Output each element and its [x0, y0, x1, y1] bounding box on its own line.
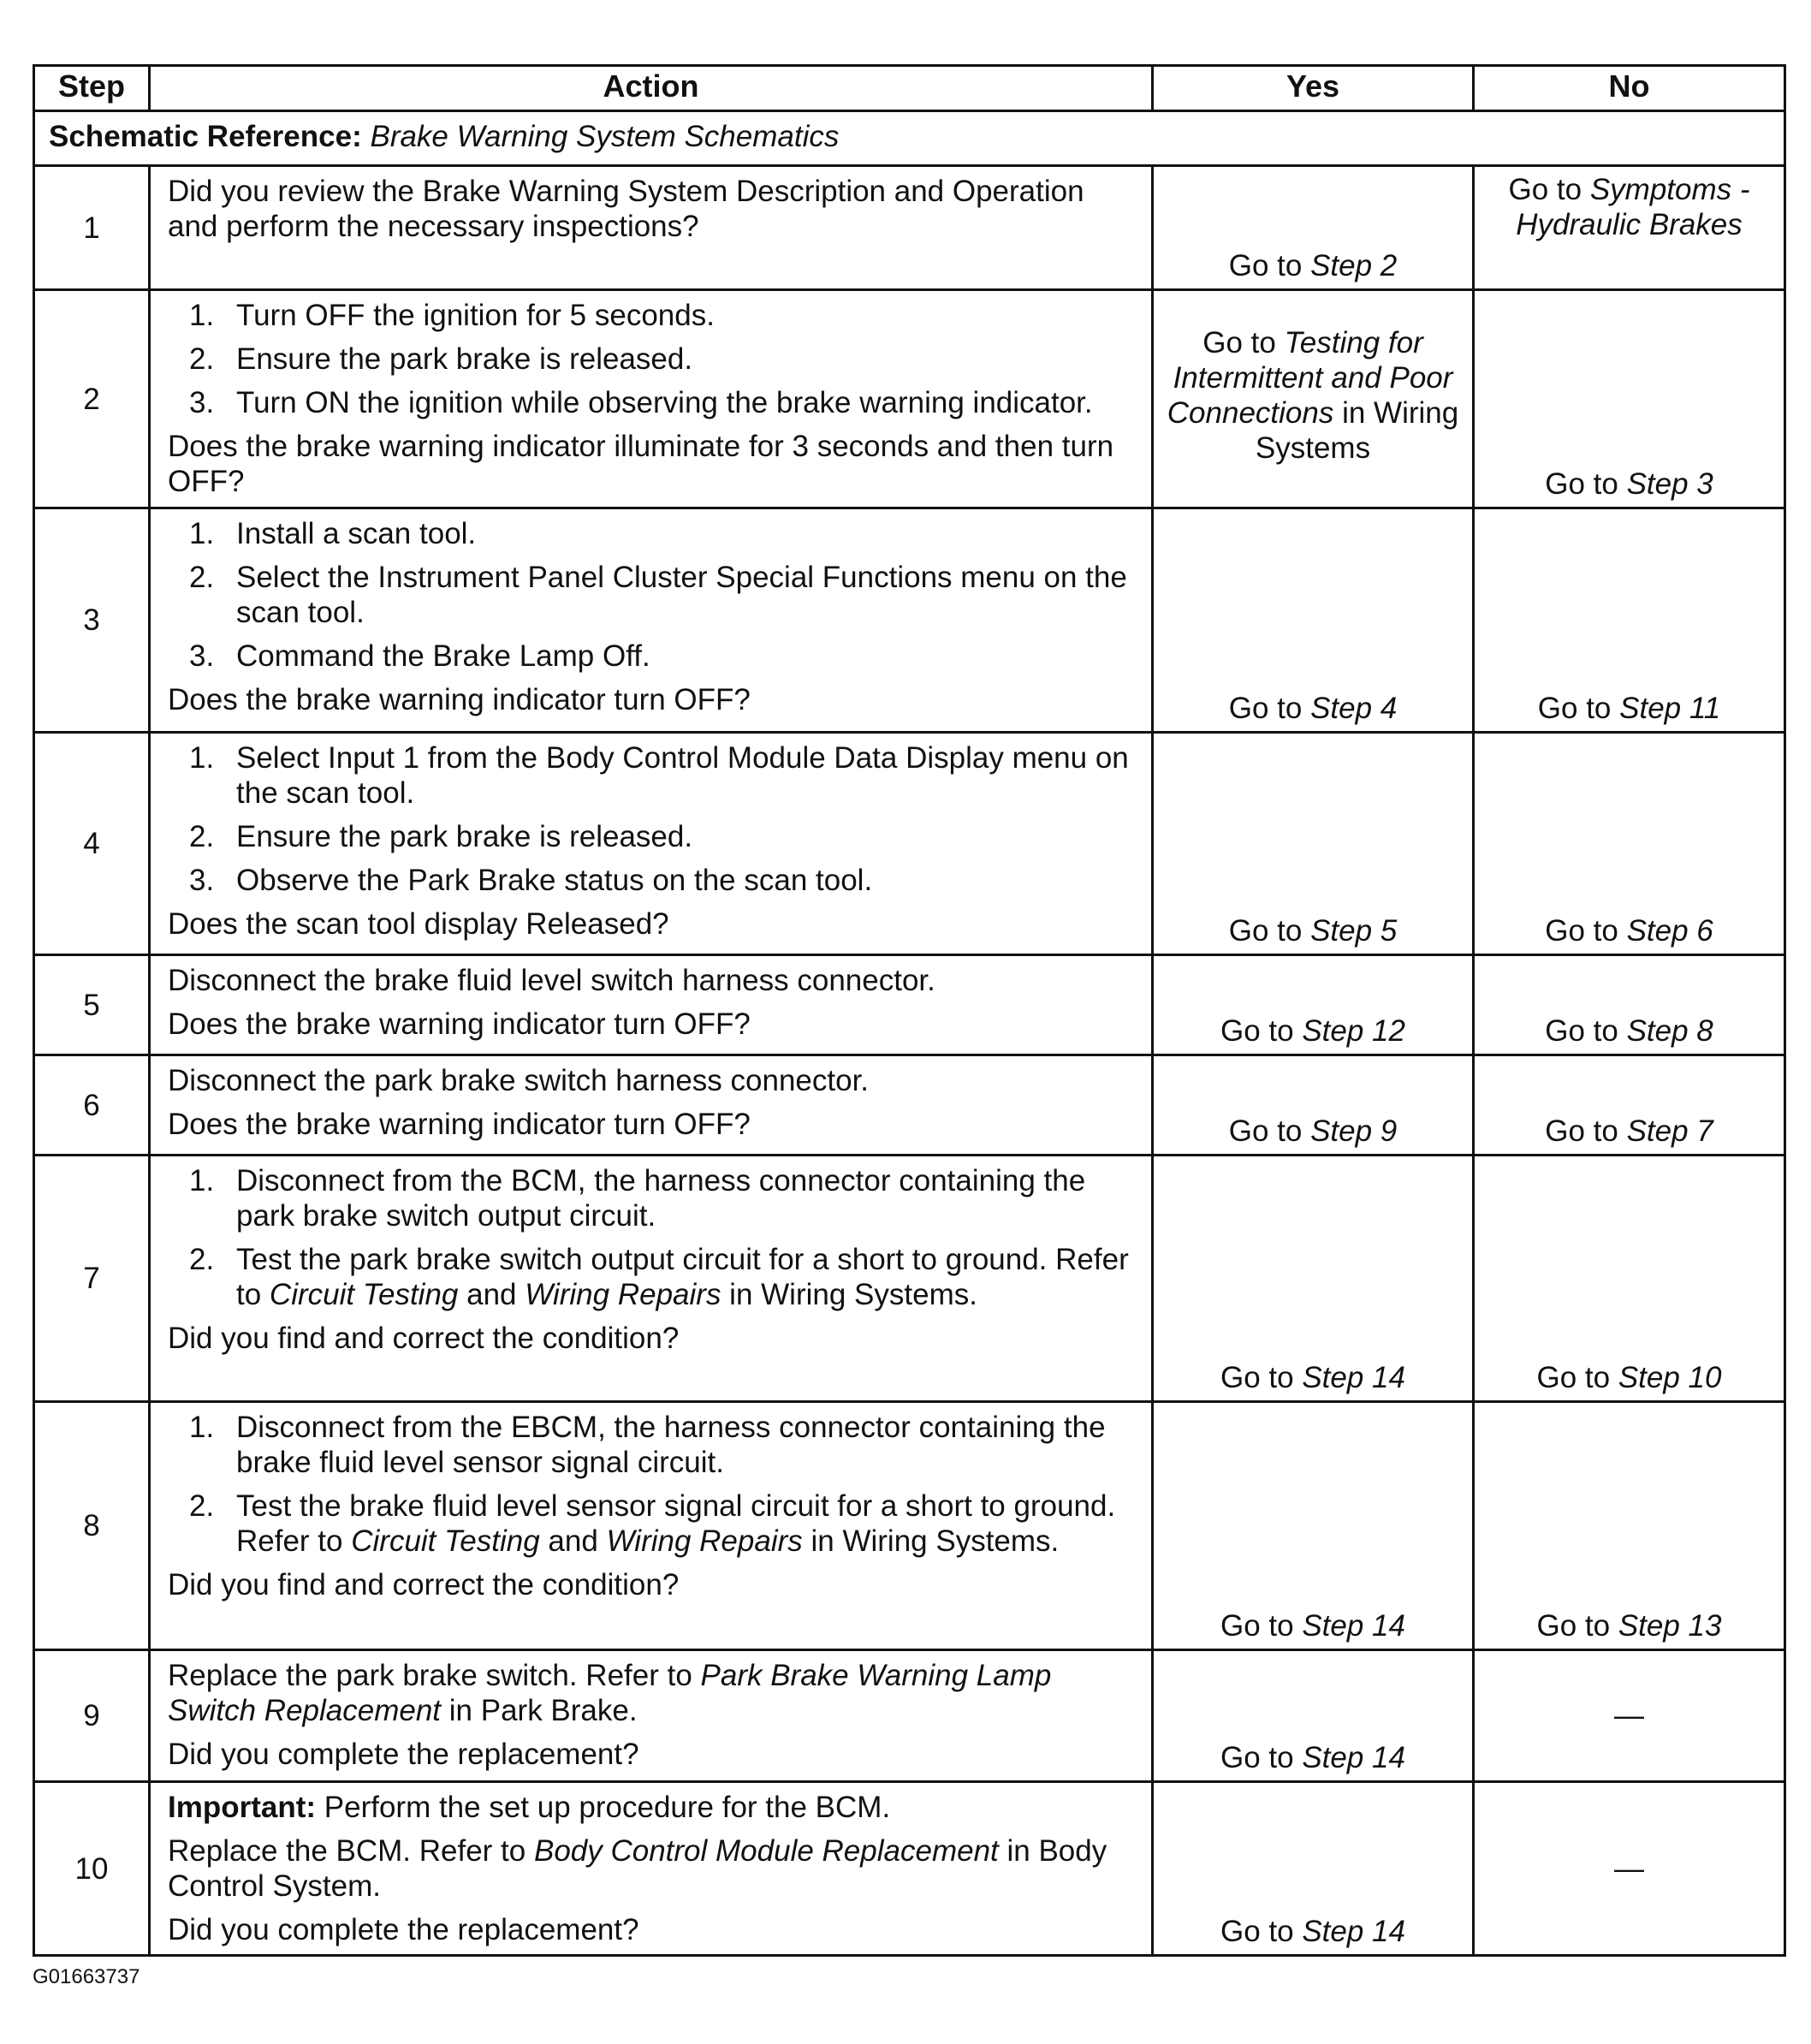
wiring-repairs-link[interactable]: Wiring Repairs — [606, 1524, 803, 1558]
yes-cell: Go to Step 2 — [1153, 166, 1474, 290]
list-item: 2. Test the brake fluid level sensor signal circuit for a short to ground. Refer to Circuit Testing and Wiring Repairs in Wiring Systems. — [189, 1489, 1116, 1558]
yes-cell: Go to Step 9 — [1153, 1055, 1474, 1156]
diagnostic-table-container — [33, 64, 1784, 1957]
list-item: 1. Select Input 1 from the Body Control Module Data Display menu on the scan tool. — [189, 741, 1129, 810]
no-link[interactable]: Step 10 — [1618, 1361, 1722, 1394]
yes-cell: Go to Step 14 — [1153, 1402, 1474, 1650]
yes-cell: Go to Step 4 — [1153, 508, 1474, 733]
question: Did you complete the replacement? — [168, 1738, 639, 1771]
yes-link[interactable]: Step 14 — [1302, 1609, 1405, 1643]
question: Does the brake warning indicator turn OFF? — [168, 683, 751, 716]
yes-cell: Go to Step 12 — [1153, 955, 1474, 1055]
table-row — [34, 1055, 1785, 1156]
instruction: Disconnect the park brake switch harness connector. — [168, 1064, 870, 1097]
step-number: 7 — [34, 1156, 150, 1402]
yes-cell: Go to Testing for Intermittent and Poor Connections in Wiring Systems — [1153, 290, 1474, 508]
action-list — [168, 516, 1141, 674]
circuit-testing-link[interactable]: Circuit Testing — [351, 1524, 540, 1558]
yes-link[interactable]: Step 9 — [1310, 1114, 1398, 1148]
table-row — [34, 166, 1785, 290]
wiring-repairs-link[interactable]: Wiring Repairs — [525, 1278, 721, 1311]
table-row — [34, 955, 1785, 1055]
no-cell — [1474, 1650, 1785, 1782]
question: Does the brake warning indicator illuminate for 3 seconds and then turn OFF? — [168, 430, 1114, 498]
action-list — [168, 1163, 1141, 1312]
yes-cell: Go to Step 14 — [1153, 1650, 1474, 1782]
list-item: 3. Command the Brake Lamp Off. — [189, 639, 650, 673]
table-row — [34, 508, 1785, 733]
action-cell — [150, 1402, 1153, 1650]
action-cell — [150, 1156, 1153, 1402]
list-item: 1. Install a scan tool. — [189, 517, 477, 550]
table-row — [34, 290, 1785, 508]
bcm-replacement-link[interactable]: Body Control Module Replacement — [533, 1834, 999, 1868]
question: Did you find and correct the condition? — [168, 1322, 680, 1355]
important-label: Important: — [168, 1791, 317, 1824]
yes-link[interactable]: Step 14 — [1302, 1915, 1405, 1948]
no-cell: Go to Symptoms - Hydraulic Brakes — [1474, 166, 1785, 290]
header-yes: Yes — [1153, 66, 1474, 111]
header-step: Step — [34, 66, 150, 111]
action-cell — [150, 1782, 1153, 1956]
diagnostic-table — [33, 64, 1786, 1957]
header-row — [34, 66, 1785, 111]
yes-cell: Go to Step 14 — [1153, 1782, 1474, 1956]
schematic-reference-label: Schematic Reference: — [49, 120, 362, 153]
no-link[interactable]: Step 8 — [1626, 1014, 1713, 1048]
no-link[interactable]: Symptoms - Hydraulic Brakes — [1516, 173, 1750, 241]
schematic-reference-link[interactable]: Brake Warning System Schematics — [370, 120, 840, 153]
header-action: Action — [150, 66, 1153, 111]
list-item: 2. Ensure the park brake is released. — [189, 820, 693, 853]
instruction: Replace the park brake switch. Refer to Park Brake Warning Lamp Switch Replacement in Park Brake. — [168, 1659, 1052, 1727]
table-row — [34, 1156, 1785, 1402]
no-cell: Go to Step 3 — [1474, 290, 1785, 508]
step-number: 4 — [34, 733, 150, 955]
table-row — [34, 733, 1785, 955]
step-number: 6 — [34, 1055, 150, 1156]
step-number: 1 — [34, 166, 150, 290]
yes-link[interactable]: Step 4 — [1310, 692, 1398, 725]
question: Did you complete the replacement? — [168, 1913, 639, 1946]
instruction: Disconnect the brake fluid level switch harness connector. — [168, 964, 935, 997]
action-cell — [150, 733, 1153, 955]
no-link[interactable]: Step 3 — [1626, 467, 1713, 501]
table-row — [34, 1402, 1785, 1650]
header-no: No — [1474, 66, 1785, 111]
no-link[interactable]: Step 11 — [1619, 692, 1721, 725]
no-cell: Go to Step 8 — [1474, 955, 1785, 1055]
schematic-reference — [34, 111, 1785, 166]
no-cell: Go to Step 13 — [1474, 1402, 1785, 1650]
action-cell — [150, 508, 1153, 733]
list-item: 2. Ensure the park brake is released. — [189, 342, 693, 376]
no-link[interactable]: Step 6 — [1626, 914, 1713, 948]
action-list — [168, 298, 1141, 420]
yes-link[interactable]: Step 5 — [1310, 914, 1398, 948]
yes-cell: Go to Step 14 — [1153, 1156, 1474, 1402]
no-cell: Go to Step 11 — [1474, 508, 1785, 733]
list-item: 3. Observe the Park Brake status on the scan tool. — [189, 864, 873, 897]
action-list — [168, 1410, 1141, 1559]
step-number: 8 — [34, 1402, 150, 1650]
figure-id: G01663737 — [33, 1965, 140, 1988]
no-cell: Go to Step 6 — [1474, 733, 1785, 955]
no-link[interactable]: Step 7 — [1626, 1114, 1713, 1148]
yes-link[interactable]: Step 14 — [1302, 1741, 1405, 1774]
action-cell — [150, 166, 1153, 290]
step-number: 10 — [34, 1782, 150, 1956]
yes-link[interactable]: Step 12 — [1302, 1014, 1405, 1048]
circuit-testing-link[interactable]: Circuit Testing — [269, 1278, 459, 1311]
no-result-dash: — — [1614, 1851, 1644, 1886]
question: Did you find and correct the condition? — [168, 1568, 680, 1601]
yes-link[interactable]: Testing for Intermittent and Poor Connections — [1167, 326, 1453, 430]
action-cell — [150, 290, 1153, 508]
step-number: 2 — [34, 290, 150, 508]
list-item: 3. Turn ON the ignition while observing the brake warning indicator. — [189, 386, 1093, 419]
list-item: 1. Turn OFF the ignition for 5 seconds. — [189, 299, 715, 332]
schematic-reference-row — [34, 111, 1785, 166]
no-cell — [1474, 1782, 1785, 1956]
action-list — [168, 740, 1141, 898]
step-number: 3 — [34, 508, 150, 733]
no-cell: Go to Step 10 — [1474, 1156, 1785, 1402]
action-cell — [150, 955, 1153, 1055]
no-result-dash: — — [1614, 1699, 1644, 1732]
table-row — [34, 1650, 1785, 1782]
no-cell: Go to Step 7 — [1474, 1055, 1785, 1156]
action-cell — [150, 1650, 1153, 1782]
list-item: 2. Test the park brake switch output circuit for a short to ground. Refer to Circuit Testing and Wiring Repairs in Wiring Systems. — [189, 1243, 1129, 1311]
table-row — [34, 1782, 1785, 1956]
yes-cell: Go to Step 5 — [1153, 733, 1474, 955]
park-brake-switch-replacement-link[interactable]: Park Brake Warning Lamp Switch Replacement — [168, 1659, 1052, 1727]
action-cell — [150, 1055, 1153, 1156]
important-note: Important: Perform the set up procedure for the BCM. — [168, 1791, 891, 1824]
yes-link[interactable]: Step 14 — [1302, 1361, 1405, 1394]
question: Does the scan tool display Released? — [168, 907, 669, 941]
no-link[interactable]: Step 13 — [1618, 1609, 1722, 1643]
step-number: 9 — [34, 1650, 150, 1782]
question: Does the brake warning indicator turn OFF? — [168, 1108, 751, 1141]
question: Did you review the Brake Warning System Description and Operation and perform the necessary inspections? — [168, 175, 1084, 243]
question: Does the brake warning indicator turn OFF? — [168, 1007, 751, 1041]
step-number: 5 — [34, 955, 150, 1055]
instruction: Replace the BCM. Refer to Body Control Module Replacement in Body Control System. — [168, 1834, 1107, 1903]
list-item: 1. Disconnect from the BCM, the harness connector containing the park brake switch output circuit. — [189, 1164, 1086, 1233]
list-item: 1. Disconnect from the EBCM, the harness connector containing the brake fluid level sensor signal circuit. — [189, 1411, 1106, 1479]
list-item: 2. Select the Instrument Panel Cluster Special Functions menu on the scan tool. — [189, 561, 1127, 629]
yes-link[interactable]: Step 2 — [1310, 249, 1398, 282]
